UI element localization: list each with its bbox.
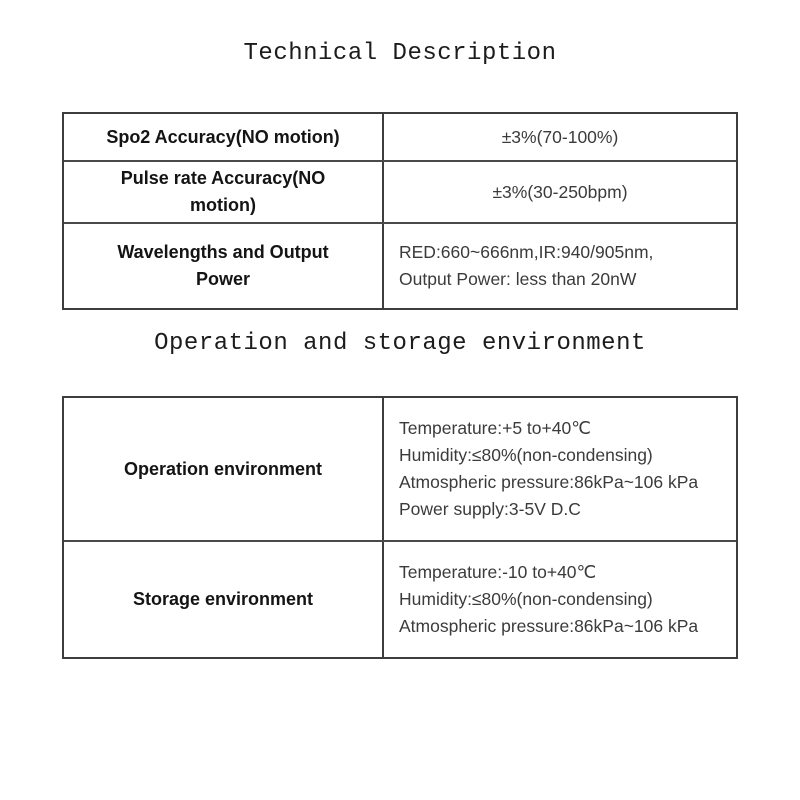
spec-value-operation-environment xyxy=(384,398,736,540)
spec-value-line: Temperature:-10 to+40℃ xyxy=(399,562,597,582)
table-row xyxy=(64,160,736,222)
table-row xyxy=(64,114,736,160)
spec-label-operation-environment: Operation environment xyxy=(64,398,384,540)
table-row xyxy=(64,222,736,308)
spec-value-line: Output Power: less than 20nW xyxy=(399,269,637,289)
spec-label-spo2-accuracy: Spo2 Accuracy(NO motion) xyxy=(64,114,384,160)
spec-value-line: Power supply:3-5V D.C xyxy=(399,499,581,519)
technical-description-table xyxy=(62,112,738,310)
environment-table xyxy=(62,396,738,659)
spec-value-line: Humidity:≤80%(non-condensing) xyxy=(399,445,653,465)
spec-value-spo2-accuracy: ±3%(70-100%) xyxy=(501,126,619,147)
spec-value-line: Humidity:≤80%(non-condensing) xyxy=(399,589,653,609)
spec-value-pulse-rate-accuracy: ±3%(30-250bpm) xyxy=(492,181,628,202)
spec-label-wavelengths-output-power: Wavelengths and Output Power xyxy=(64,224,384,308)
spec-value-line: Atmospheric pressure:86kPa~106 kPa xyxy=(399,472,699,492)
spec-value-line: RED:660~666nm,IR:940/905nm, xyxy=(399,242,654,262)
spec-label-storage-environment: Storage environment xyxy=(64,542,384,657)
page-title-technical-description: Technical Description xyxy=(243,40,557,67)
spec-value-line: Temperature:+5 to+40℃ xyxy=(399,418,591,438)
table-row xyxy=(64,398,736,540)
page-title-operation-storage-environment: Operation and storage environment xyxy=(154,330,646,357)
spec-value-storage-environment xyxy=(384,542,736,657)
spec-label-pulse-rate-accuracy: Pulse rate Accuracy(NO motion) xyxy=(64,162,384,222)
spec-value-wavelengths-output-power xyxy=(384,224,736,308)
spec-value-line: Atmospheric pressure:86kPa~106 kPa xyxy=(399,616,699,636)
table-row xyxy=(64,540,736,657)
